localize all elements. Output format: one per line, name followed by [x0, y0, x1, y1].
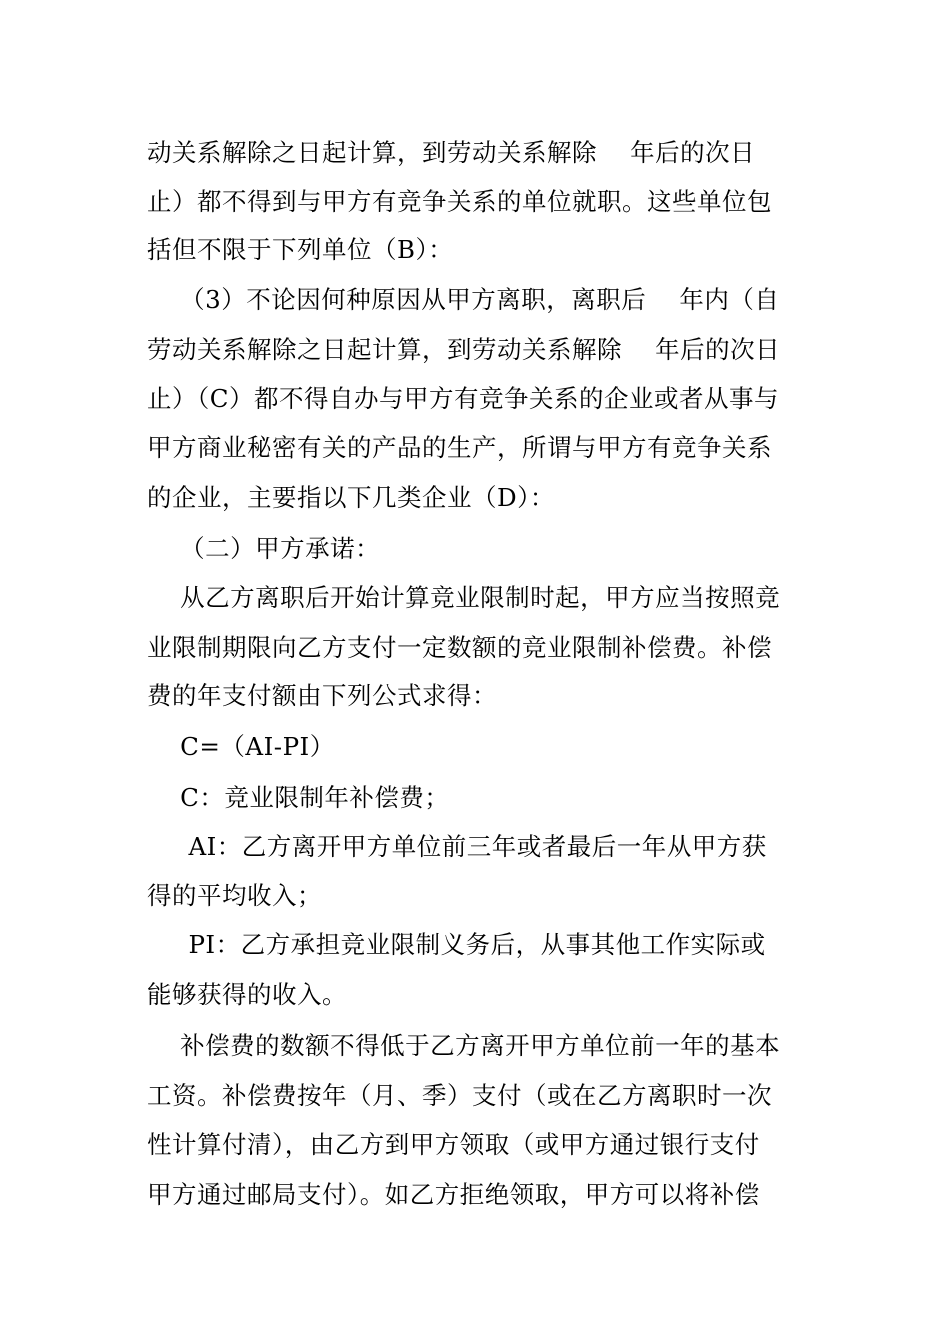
text-line: 甲方商业秘密有关的产品的生产，所谓与甲方有竞争关系: [147, 433, 772, 462]
text-line: 止）都不得到与甲方有竞争关系的单位就职。这些单位包: [147, 187, 772, 216]
text-line: 能够获得的收入。: [147, 980, 347, 1009]
text-line: C：竞业限制年补偿费；: [147, 783, 450, 812]
text-line: （3）不论因何种原因从甲方离职，离职后 年内（自: [147, 285, 780, 314]
text-line: 甲方通过邮局支付）。如乙方拒绝领取，甲方可以将补偿: [147, 1180, 760, 1209]
text-line: PI：乙方承担竞业限制义务后，从事其他工作实际或: [147, 930, 766, 959]
text-line: 的企业，主要指以下几类企业（D）：: [147, 483, 555, 512]
text-line: 括但不限于下列单位（B）：: [147, 235, 454, 264]
text-line: 工资。补偿费按年（月、季）支付（或在乙方离职时一次: [147, 1081, 772, 1110]
text-line: 从乙方离职后开始计算竞业限制时起，甲方应当按照竞: [147, 583, 781, 612]
text-line: 动关系解除之日起计算，到劳动关系解除 年后的次日: [147, 138, 756, 167]
text-line: 性计算付清），由乙方到甲方领取（或甲方通过银行支付: [147, 1130, 760, 1159]
text-line: 业限制期限向乙方支付一定数额的竞业限制补偿费。补偿: [147, 633, 772, 662]
formula-line: C=（AI-PI）: [147, 732, 335, 761]
text-line: 费的年支付额由下列公式求得：: [147, 681, 497, 710]
text-line: 止）（C）都不得自办与甲方有竞争关系的企业或者从事与: [147, 384, 779, 413]
text-line: 劳动关系解除之日起计算，到劳动关系解除 年后的次日: [147, 335, 781, 364]
text-line: 补偿费的数额不得低于乙方离开甲方单位前一年的基本: [147, 1031, 781, 1060]
text-line: 得的平均收入；: [147, 881, 322, 910]
text-line: （二）甲方承诺：: [147, 534, 381, 563]
text-line: AI：乙方离开甲方单位前三年或者最后一年从甲方获: [147, 832, 767, 861]
